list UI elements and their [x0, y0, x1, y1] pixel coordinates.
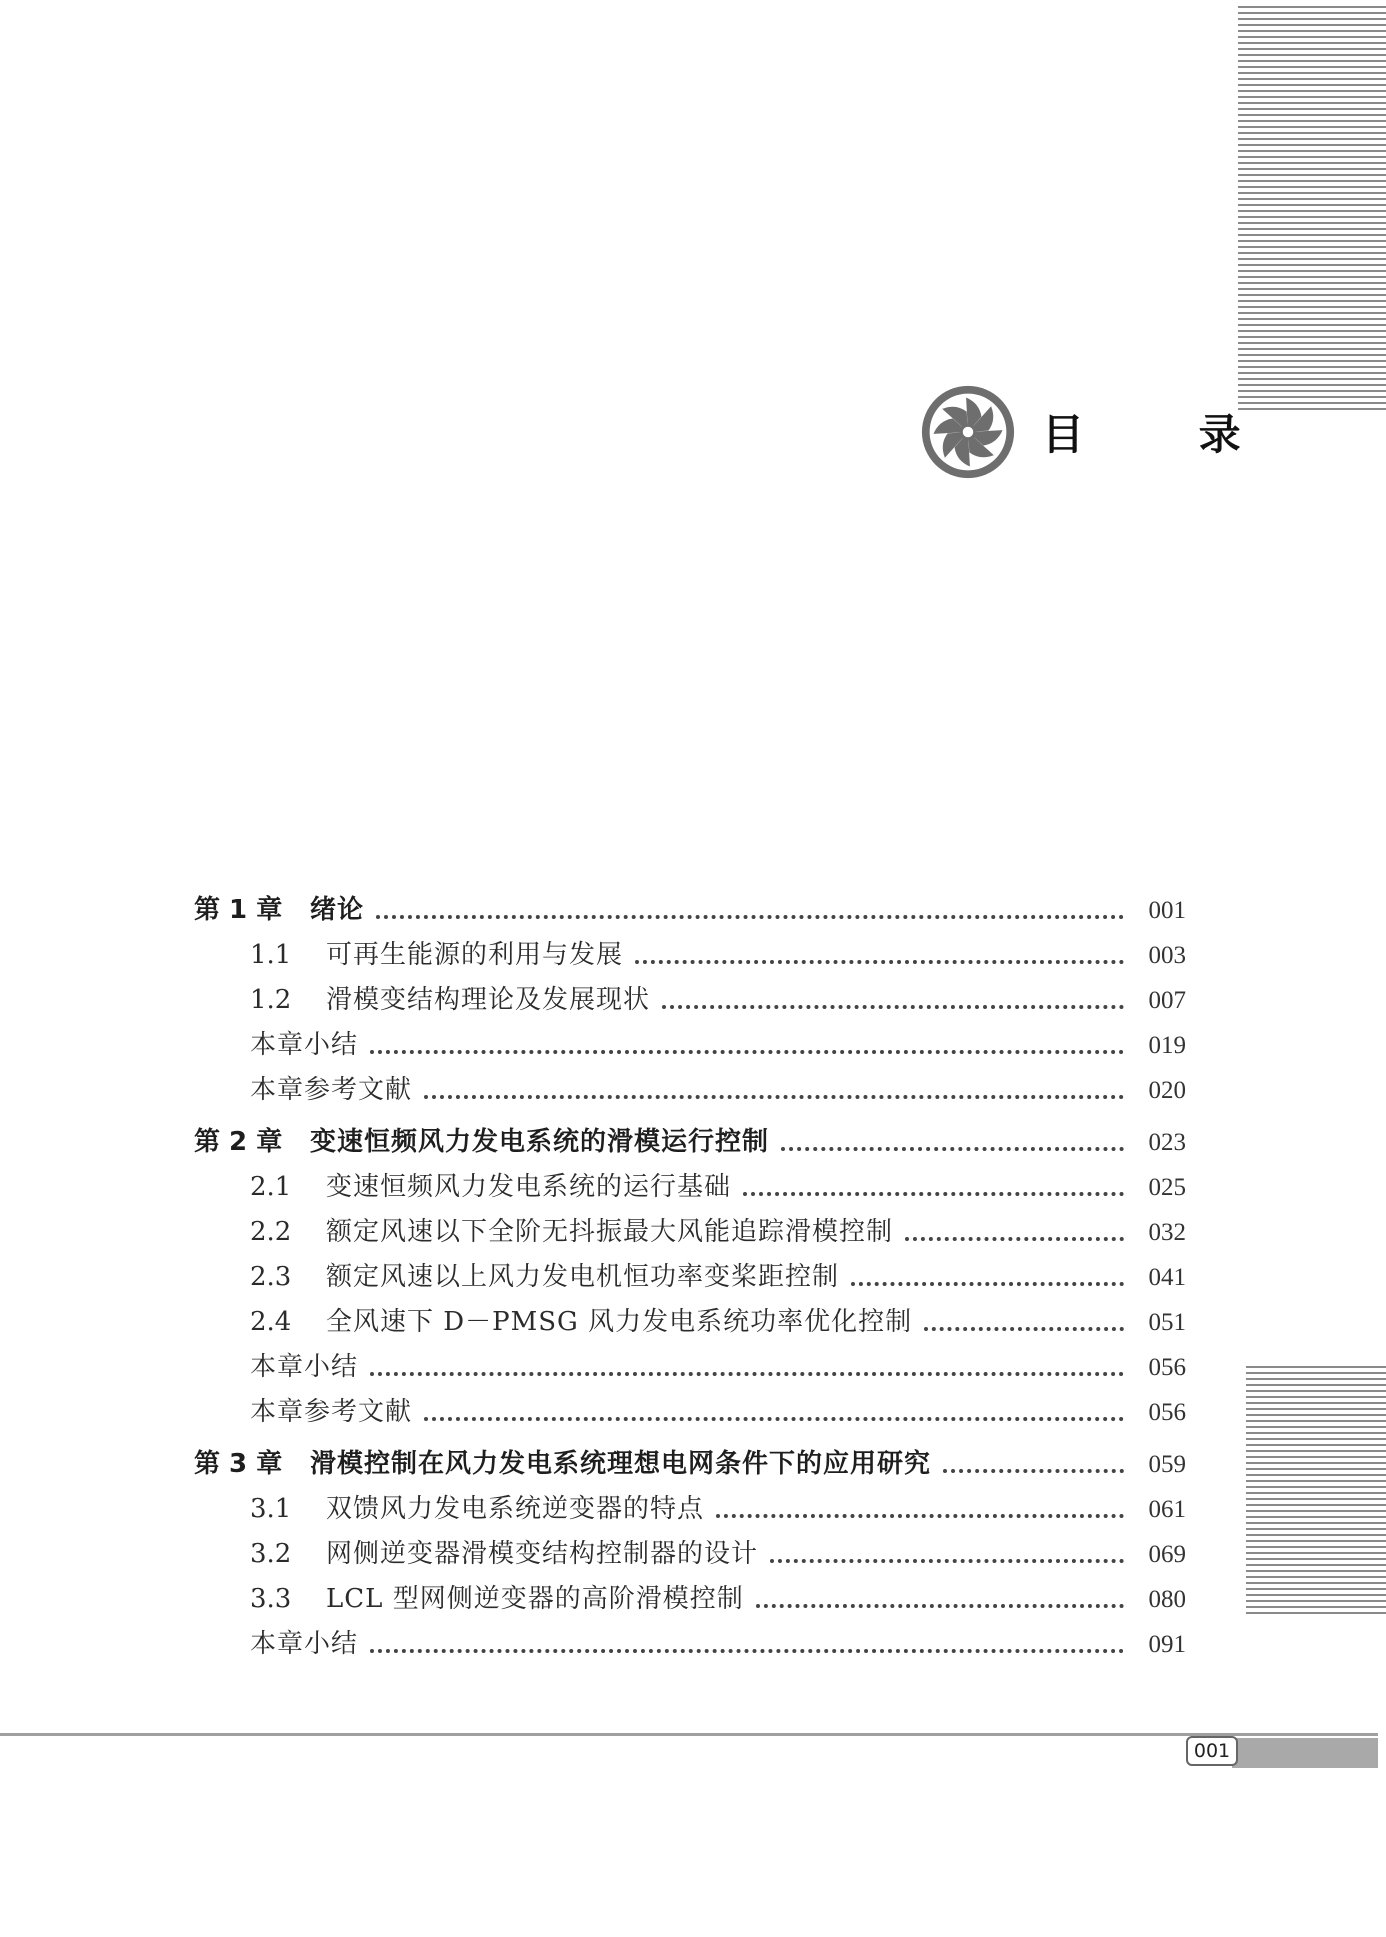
stripe-line — [1246, 1384, 1386, 1386]
stripe-line — [1246, 1420, 1386, 1422]
entry-page: 069 — [1148, 1541, 1186, 1568]
stripe-line — [1238, 192, 1386, 194]
stripe-line — [1246, 1552, 1386, 1554]
leader-dots — [662, 1005, 1124, 1009]
stripe-line — [1246, 1516, 1386, 1518]
stripe-line — [1246, 1498, 1386, 1500]
entry-title: 本章小结 — [250, 1352, 359, 1382]
stripe-line — [1238, 78, 1386, 80]
toc-section-entry — [194, 1165, 1186, 1210]
stripe-line — [1238, 84, 1386, 86]
stripe-line — [1238, 216, 1386, 218]
entry-number: 2.2 — [250, 1217, 292, 1247]
stripe-line — [1238, 6, 1386, 8]
toc-chapter-entry — [194, 888, 1186, 933]
entry-number: 3.3 — [250, 1584, 292, 1614]
stripe-line — [1246, 1438, 1386, 1440]
stripe-line — [1238, 126, 1386, 128]
stripe-line — [1246, 1522, 1386, 1524]
stripe-line — [1238, 378, 1386, 380]
footer-rule — [0, 1733, 1378, 1736]
stripe-line — [1238, 276, 1386, 278]
entry-page: 001 — [1148, 897, 1186, 924]
entry-number: 3.2 — [250, 1539, 292, 1569]
entry-number: 3.1 — [250, 1494, 292, 1524]
leader-dots — [424, 1095, 1124, 1099]
leader-dots — [370, 1050, 1124, 1054]
stripe-line — [1238, 132, 1386, 134]
leader-dots — [716, 1514, 1124, 1518]
toc-section-entry — [194, 1255, 1186, 1300]
stripe-line — [1238, 348, 1386, 350]
leader-dots — [905, 1237, 1124, 1241]
entry-page: 041 — [1148, 1264, 1186, 1291]
stripe-line — [1238, 138, 1386, 140]
entry-number: 1.2 — [250, 985, 292, 1015]
entry-title: 全风速下 D－PMSG 风力发电系统功率优化控制 — [326, 1307, 913, 1337]
toc-section-entry — [194, 1532, 1186, 1577]
stripe-line — [1246, 1582, 1386, 1584]
entry-title: 本章参考文献 — [250, 1397, 413, 1427]
stripe-line — [1238, 324, 1386, 326]
stripe-line — [1238, 336, 1386, 338]
leader-dots — [743, 1192, 1124, 1196]
entry-title: 本章小结 — [250, 1629, 359, 1659]
entry-title: 网侧逆变器滑模变结构控制器的设计 — [326, 1539, 759, 1569]
entry-page: 025 — [1148, 1174, 1186, 1201]
entry-page: 032 — [1148, 1219, 1186, 1246]
toc-chapter-entry — [194, 1442, 1186, 1487]
leader-dots — [635, 960, 1124, 964]
entry-title: 变速恒频风力发电系统的滑模运行控制 — [310, 1127, 770, 1157]
stripe-line — [1238, 24, 1386, 26]
stripe-line — [1238, 222, 1386, 224]
leader-dots — [924, 1327, 1124, 1331]
stripe-line — [1238, 270, 1386, 272]
stripe-line — [1238, 174, 1386, 176]
entry-number: 第 1 章 — [194, 895, 283, 925]
stripe-line — [1238, 264, 1386, 266]
stripe-line — [1238, 288, 1386, 290]
toc-section-entry — [194, 1345, 1186, 1390]
stripe-line — [1238, 252, 1386, 254]
stripe-line — [1246, 1456, 1386, 1458]
toc-section-entry — [194, 1390, 1186, 1435]
stripe-line — [1238, 312, 1386, 314]
stripe-line — [1238, 246, 1386, 248]
stripe-line — [1246, 1378, 1386, 1380]
toc-chapter-entry — [194, 1120, 1186, 1165]
stripe-line — [1246, 1564, 1386, 1566]
stripe-line — [1238, 300, 1386, 302]
stripe-line — [1246, 1480, 1386, 1482]
stripe-line — [1246, 1396, 1386, 1398]
stripe-line — [1238, 372, 1386, 374]
stripe-line — [1238, 366, 1386, 368]
entry-title: 变速恒频风力发电系统的运行基础 — [326, 1172, 732, 1202]
decorative-stripes-top — [1238, 6, 1386, 414]
toc-section-entry — [194, 1300, 1186, 1345]
stripe-line — [1246, 1612, 1386, 1614]
stripe-line — [1238, 114, 1386, 116]
stripe-line — [1246, 1402, 1386, 1404]
entry-page: 091 — [1148, 1631, 1186, 1658]
stripe-line — [1238, 306, 1386, 308]
stripe-line — [1238, 210, 1386, 212]
stripe-line — [1246, 1432, 1386, 1434]
leader-dots — [376, 915, 1124, 919]
leader-dots — [756, 1604, 1124, 1608]
stripe-line — [1238, 48, 1386, 50]
entry-title: 滑模变结构理论及发展现状 — [326, 985, 651, 1015]
entry-title: 本章参考文献 — [250, 1075, 413, 1105]
pinwheel-emblem-icon — [920, 384, 1016, 480]
toc-section-entry — [194, 1487, 1186, 1532]
page-number: 001 — [1186, 1736, 1238, 1766]
toc-section-entry — [194, 978, 1186, 1023]
stripe-line — [1238, 90, 1386, 92]
stripe-line — [1246, 1558, 1386, 1560]
table-of-contents — [194, 888, 1186, 1667]
stripe-line — [1246, 1414, 1386, 1416]
stripe-line — [1246, 1576, 1386, 1578]
toc-section-entry — [194, 1068, 1186, 1113]
leader-dots — [424, 1417, 1124, 1421]
leader-dots — [851, 1282, 1124, 1286]
stripe-line — [1238, 204, 1386, 206]
entry-page: 003 — [1148, 942, 1186, 969]
entry-page: 056 — [1148, 1399, 1186, 1426]
stripe-line — [1238, 60, 1386, 62]
stripe-line — [1246, 1540, 1386, 1542]
stripe-line — [1246, 1486, 1386, 1488]
entry-number: 2.1 — [250, 1172, 292, 1202]
stripe-line — [1238, 42, 1386, 44]
entry-number: 第 2 章 — [194, 1127, 283, 1157]
leader-dots — [770, 1559, 1124, 1563]
stripe-line — [1246, 1492, 1386, 1494]
toc-section-entry — [194, 1577, 1186, 1622]
stripe-line — [1246, 1474, 1386, 1476]
entry-page: 061 — [1148, 1496, 1186, 1523]
stripe-line — [1246, 1594, 1386, 1596]
stripe-line — [1246, 1468, 1386, 1470]
entry-title: 双馈风力发电系统逆变器的特点 — [326, 1494, 705, 1524]
entry-title: 额定风速以上风力发电机恒功率变桨距控制 — [326, 1262, 840, 1292]
entry-page: 023 — [1148, 1129, 1186, 1156]
stripe-line — [1238, 282, 1386, 284]
leader-dots — [781, 1147, 1124, 1151]
stripe-line — [1238, 144, 1386, 146]
toc-title: 目 录 — [1042, 410, 1291, 459]
stripe-line — [1238, 96, 1386, 98]
stripe-line — [1238, 258, 1386, 260]
stripe-line — [1246, 1600, 1386, 1602]
stripe-line — [1246, 1390, 1386, 1392]
entry-number: 2.3 — [250, 1262, 292, 1292]
stripe-line — [1246, 1366, 1386, 1368]
stripe-line — [1246, 1444, 1386, 1446]
footer-band — [1232, 1738, 1378, 1768]
toc-section-entry — [194, 933, 1186, 978]
stripe-line — [1246, 1528, 1386, 1530]
toc-heading — [920, 382, 1291, 482]
leader-dots — [943, 1469, 1124, 1473]
stripe-line — [1238, 168, 1386, 170]
stripe-line — [1238, 360, 1386, 362]
leader-dots — [370, 1372, 1124, 1376]
stripe-line — [1246, 1408, 1386, 1410]
stripe-line — [1246, 1588, 1386, 1590]
toc-section-entry — [194, 1210, 1186, 1255]
entry-number: 1.1 — [250, 940, 292, 970]
stripe-line — [1238, 72, 1386, 74]
stripe-line — [1238, 228, 1386, 230]
stripe-line — [1238, 294, 1386, 296]
stripe-line — [1246, 1606, 1386, 1608]
stripe-line — [1246, 1570, 1386, 1572]
stripe-line — [1238, 36, 1386, 38]
entry-title: 滑模控制在风力发电系统理想电网条件下的应用研究 — [310, 1449, 932, 1479]
entry-title: 额定风速以下全阶无抖振最大风能追踪滑模控制 — [326, 1217, 894, 1247]
entry-page: 007 — [1148, 987, 1186, 1014]
entry-page: 080 — [1148, 1586, 1186, 1613]
stripe-line — [1238, 150, 1386, 152]
stripe-line — [1238, 330, 1386, 332]
stripe-line — [1238, 12, 1386, 14]
stripe-line — [1238, 156, 1386, 158]
entry-page: 051 — [1148, 1309, 1186, 1336]
stripe-line — [1238, 318, 1386, 320]
entry-number: 第 3 章 — [194, 1449, 283, 1479]
entry-page: 056 — [1148, 1354, 1186, 1381]
stripe-line — [1238, 108, 1386, 110]
stripe-line — [1246, 1426, 1386, 1428]
entry-title: 绪论 — [310, 895, 365, 925]
entry-number: 2.4 — [250, 1307, 292, 1337]
stripe-line — [1246, 1462, 1386, 1464]
stripe-line — [1246, 1372, 1386, 1374]
entry-title: LCL 型网侧逆变器的高阶滑模控制 — [326, 1584, 744, 1614]
stripe-line — [1238, 180, 1386, 182]
stripe-line — [1238, 354, 1386, 356]
entry-page: 019 — [1148, 1032, 1186, 1059]
stripe-line — [1238, 186, 1386, 188]
stripe-line — [1238, 102, 1386, 104]
entry-page: 059 — [1148, 1451, 1186, 1478]
entry-title: 本章小结 — [250, 1030, 359, 1060]
entry-title: 可再生能源的利用与发展 — [326, 940, 624, 970]
entry-page: 020 — [1148, 1077, 1186, 1104]
decorative-stripes-side — [1246, 1366, 1386, 1618]
stripe-line — [1246, 1534, 1386, 1536]
stripe-line — [1238, 120, 1386, 122]
stripe-line — [1238, 54, 1386, 56]
toc-section-entry — [194, 1622, 1186, 1667]
stripe-line — [1238, 342, 1386, 344]
stripe-line — [1238, 162, 1386, 164]
stripe-line — [1238, 198, 1386, 200]
leader-dots — [370, 1649, 1124, 1653]
stripe-line — [1238, 30, 1386, 32]
stripe-line — [1238, 66, 1386, 68]
stripe-line — [1238, 18, 1386, 20]
toc-section-entry — [194, 1023, 1186, 1068]
stripe-line — [1246, 1450, 1386, 1452]
stripe-line — [1246, 1510, 1386, 1512]
stripe-line — [1238, 240, 1386, 242]
stripe-line — [1246, 1504, 1386, 1506]
stripe-line — [1246, 1546, 1386, 1548]
stripe-line — [1238, 234, 1386, 236]
